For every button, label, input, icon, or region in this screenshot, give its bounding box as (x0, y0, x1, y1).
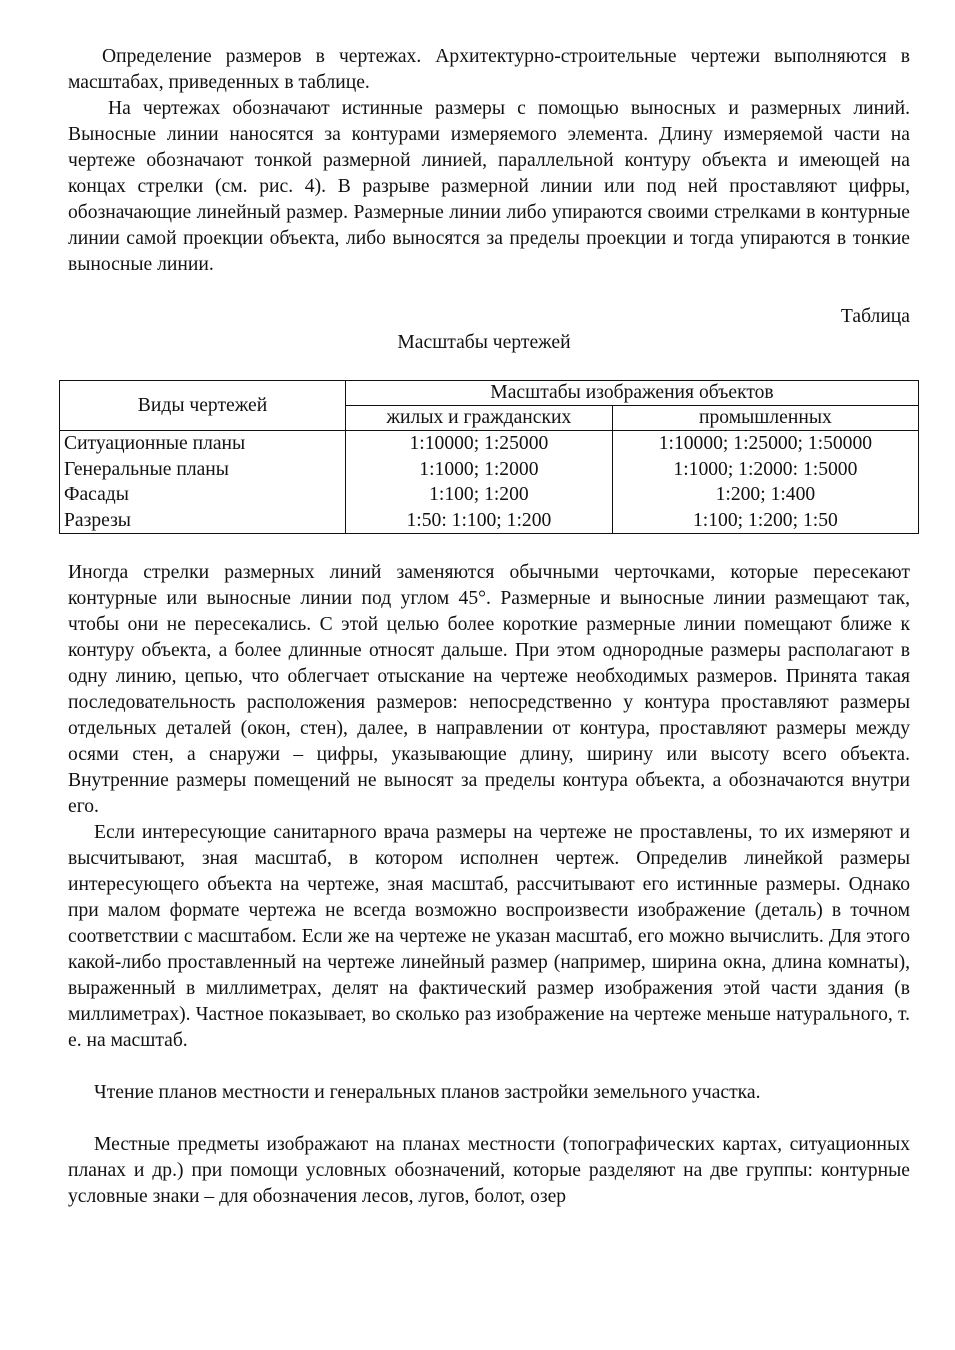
paragraph-intro: Определение размеров в чертежах. Архитектурно-строительные чертежи выполняются в масштабах, приведенных в таблице. (68, 46, 910, 93)
row-industrial: 1:100; 1:200; 1:50 (612, 508, 918, 534)
scales-table (59, 380, 919, 534)
table-row (60, 482, 919, 508)
row-type: Генеральные планы (60, 457, 346, 483)
paragraph-arrows: Иногда стрелки размерных линий заменяются обычными черточками, которые пересекают контурные или выносные линии под углом 45°. Размерные и выносные линии размещают так, чтобы они не пересекались. С этой целью более короткие размерные линии помещают ближе к контуру объекта, а более длинные относят дальше. При этом однородные размеры располагают в одну линию, цепью, что облегчает отыскание на чертеже необходимых размеров. Принята такая последовательность расположения размеров: непосредственно у контура проставляют размеры отдельных деталей (окон, стен), далее, в направлении от контура, проставляют размеры между осями стен, а снаружи – цифры, указывающие длину, ширину или высоту всего объекта. Внутренние размеры помещений не выносят за пределы контура объекта, а обозначаются внутри его. (68, 562, 910, 817)
table-title: Масштабы чертежей (397, 332, 571, 353)
section-heading: Чтение планов местности и генеральных планов застройки земельного участка. (94, 1082, 761, 1103)
row-civil: 1:50: 1:100; 1:200 (346, 508, 613, 534)
row-industrial: 1:1000; 1:2000: 1:5000 (612, 457, 918, 483)
header-drawing-type: Виды чертежей (60, 381, 346, 431)
paragraph-dimension-lines: На чертежах обозначают истинные размеры с помощью выносных и размерных линий. Выносные линии наносятся за контурами измеряемого элемента. Длину измеряемой части на чертеже обозначают тонкой размерной линией, параллельной контуру объекта и имеющей на концах стрелки (см. рис. 4). В разрыве размерной линии или под ней проставляют цифры, обозначающие линейный размер. Размерные линии либо упираются своими стрелками в контурные линии самой проекции объекта, либо выносятся за пределы проекции и тогда упираются в тонкие выносные линии. (68, 98, 910, 275)
header-scale-group: Масштабы изображения объектов (346, 381, 919, 406)
row-civil: 1:100; 1:200 (346, 482, 613, 508)
paragraph-scale-calc: Если интересующие санитарного врача размеры на чертеже не проставлены, то их измеряют и высчитывают, зная масштаб, в котором исполнен чертеж. Определив линейкой размеры интересующего объекта на чертеже, зная масштаб, рассчитывают его истинные размеры. Однако при малом формате чертежа не всегда возможно воспроизвести изображение (деталь) в точном соответствии с масштабом. Если же на чертеже не указан масштаб, его можно вычислить. Для этого какой-либо проставленный на чертеже линейный размер (например, ширина окна, длина комнаты), выраженный в миллиметрах, делят на фактический размер изображения этой части здания (в миллиметрах). Частное показывает, во сколько раз изображение на чертеже меньше натурального, т. е. на масштаб. (68, 822, 910, 1051)
table-label: Таблица (840, 306, 910, 327)
table-row (60, 431, 919, 457)
paragraph-local-objects: Местные предметы изображают на планах местности (топографических картах, ситуационных планах и др.) при помощи условных обозначений, которые разделяют на две группы: контурные условные знаки – для обозначения лесов, лугов, болот, озер (68, 1134, 910, 1207)
header-industrial: промышленных (612, 406, 918, 431)
row-industrial: 1:10000; 1:25000; 1:50000 (612, 431, 918, 457)
row-industrial: 1:200; 1:400 (612, 482, 918, 508)
row-civil: 1:1000; 1:2000 (346, 457, 613, 483)
row-type: Фасады (60, 482, 346, 508)
table-row (60, 457, 919, 483)
row-type: Разрезы (60, 508, 346, 534)
row-civil: 1:10000; 1:25000 (346, 431, 613, 457)
row-type: Ситуационные планы (60, 431, 346, 457)
document-page (64, 44, 910, 1210)
header-civil: жилых и гражданских (346, 406, 613, 431)
table-row (60, 508, 919, 534)
